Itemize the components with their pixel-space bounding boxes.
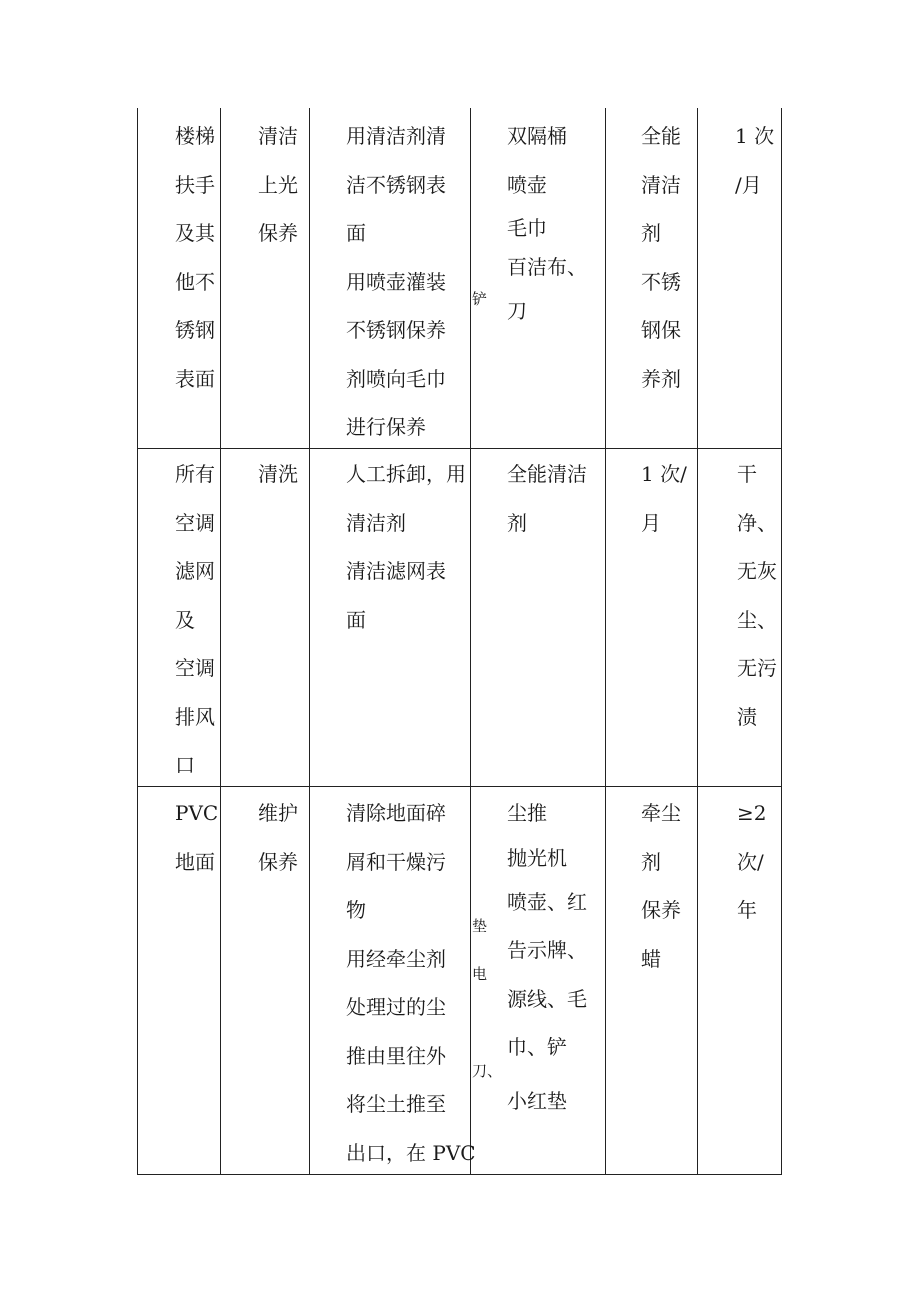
operation-text: 上光 — [258, 172, 298, 197]
frequency-text: 次/ — [737, 849, 764, 874]
method-text: 出口，在 PVC — [346, 1140, 476, 1165]
area-text: 扶手 — [175, 172, 215, 197]
tools-text: 喷壶、红 — [507, 889, 587, 914]
standard-text: 渍 — [737, 704, 757, 729]
row2-area-cell — [175, 450, 215, 790]
tools-text: 巾、铲 — [507, 1035, 567, 1059]
frequency-text: 1 次 — [735, 124, 775, 148]
area-text: 及其 — [175, 221, 215, 245]
agent-text: 剂 — [641, 849, 661, 874]
row1-agent-cell — [641, 112, 681, 403]
row1-method-cell — [346, 112, 446, 452]
area-text: 口 — [175, 753, 195, 777]
agent-text: 保养 — [641, 898, 681, 922]
agent-text: 全能 — [641, 124, 681, 148]
row1-operation-cell — [258, 112, 298, 258]
agent-text: 钢保 — [641, 318, 681, 342]
frequency-text: 月 — [641, 510, 661, 535]
method-text: 用经牵尘剂 — [346, 946, 446, 971]
agent-text: 蜡 — [641, 946, 661, 971]
column-divider — [220, 108, 221, 1175]
method-text: 清洁剂 — [346, 510, 406, 535]
area-text: 锈钢 — [175, 318, 215, 342]
standard-text: 尘、 — [737, 607, 777, 632]
row2-method-cell — [346, 450, 466, 644]
area-text: 地面 — [175, 849, 215, 874]
frequency-text: 年 — [737, 898, 757, 922]
standard-text: 无污 — [737, 656, 777, 680]
row1-frequency-cell — [735, 112, 774, 209]
tools-text: 双隔桶 — [507, 124, 567, 148]
area-text: 他不 — [175, 269, 215, 294]
column-divider — [605, 108, 606, 1175]
column-divider — [697, 108, 698, 1175]
tools-margin-text: 刀、 — [472, 1062, 503, 1080]
standard-text: 净、 — [737, 510, 777, 535]
area-text: 空调 — [175, 510, 215, 535]
area-text: 排风 — [175, 704, 215, 729]
operation-text: 保养 — [258, 221, 298, 245]
table-border-left — [137, 108, 138, 1175]
tools-text: 毛巾 — [507, 216, 547, 240]
row3-frequency-cell — [737, 789, 766, 935]
method-text: 物 — [346, 898, 366, 922]
method-text: 清洁滤网表 — [346, 559, 446, 583]
row1-tools-cell — [507, 112, 587, 336]
method-text: 推由里往外 — [346, 1043, 446, 1068]
method-text: 将尘土推至 — [346, 1092, 446, 1116]
method-text: 人工拆卸，用 — [346, 462, 466, 486]
method-text: 处理过的尘 — [346, 995, 446, 1019]
area-text: 及 — [175, 607, 195, 632]
tools-text: 告示牌、 — [507, 938, 587, 962]
operation-text: 保养 — [258, 849, 298, 874]
row-divider — [137, 448, 782, 449]
tools-text: 喷壶 — [507, 172, 547, 197]
tools-text: 小红垫 — [507, 1088, 567, 1113]
tools-margin-text: 铲 — [472, 290, 488, 308]
tools-text: 源线、毛 — [507, 986, 587, 1011]
row3-agent-cell — [641, 789, 681, 983]
tools-text: 抛光机 — [507, 845, 567, 870]
row3-operation-cell — [258, 789, 298, 886]
agent-text: 不锈 — [641, 269, 681, 294]
area-text: 表面 — [175, 366, 215, 391]
tools-text: 刀 — [507, 299, 527, 323]
area-text: 所有 — [175, 462, 215, 486]
area-text: PVC — [175, 801, 219, 825]
method-text: 面 — [346, 221, 366, 245]
method-text: 用喷壶灌装 — [346, 269, 446, 294]
row3-area-cell — [175, 789, 218, 886]
tools-text: 剂 — [507, 510, 527, 535]
agent-text: 养剂 — [641, 366, 681, 391]
operation-text: 维护 — [258, 801, 298, 825]
tools-margin-text: 电 — [472, 965, 488, 983]
tools-text: 百洁布、 — [507, 255, 587, 279]
frequency-text: 1 次/ — [641, 462, 687, 486]
agent-text: 剂 — [641, 221, 661, 245]
agent-text: 清洁 — [641, 172, 681, 197]
tools-text: 全能清洁 — [507, 462, 587, 486]
area-text: 滤网 — [175, 559, 215, 583]
row-divider — [137, 786, 782, 787]
standard-text: 干 — [737, 462, 757, 486]
method-text: 屑和干燥污 — [346, 849, 446, 874]
method-text: 不锈钢保养 — [346, 318, 446, 342]
row2-standard-cell — [737, 450, 777, 741]
operation-text: 清洗 — [258, 462, 298, 486]
row1-area-cell — [175, 112, 215, 403]
row2-frequency-cell — [641, 450, 687, 547]
column-divider — [309, 108, 310, 1175]
row2-operation-cell — [258, 450, 298, 499]
tools-text: 尘推 — [507, 801, 547, 825]
method-text: 洁不锈钢表 — [346, 172, 446, 197]
area-text: 空调 — [175, 656, 215, 680]
row3-tools-cell — [507, 789, 587, 1130]
method-text: 用清洁剂清 — [346, 124, 446, 148]
method-text: 进行保养 — [346, 415, 426, 439]
frequency-text: /月 — [735, 172, 762, 197]
row2-tools-cell — [507, 450, 587, 547]
standard-text: 无灰 — [737, 559, 777, 583]
method-text: 面 — [346, 607, 366, 632]
row3-method-cell — [346, 789, 476, 1177]
frequency-text: ≥2 — [737, 801, 767, 825]
method-text: 剂喷向毛巾 — [346, 366, 446, 391]
table-border-right — [781, 108, 782, 1175]
operation-text: 清洁 — [258, 124, 298, 148]
tools-margin-text: 垫 — [472, 917, 488, 935]
agent-text: 牵尘 — [641, 801, 681, 825]
area-text: 楼梯 — [175, 124, 215, 148]
method-text: 清除地面碎 — [346, 801, 446, 825]
